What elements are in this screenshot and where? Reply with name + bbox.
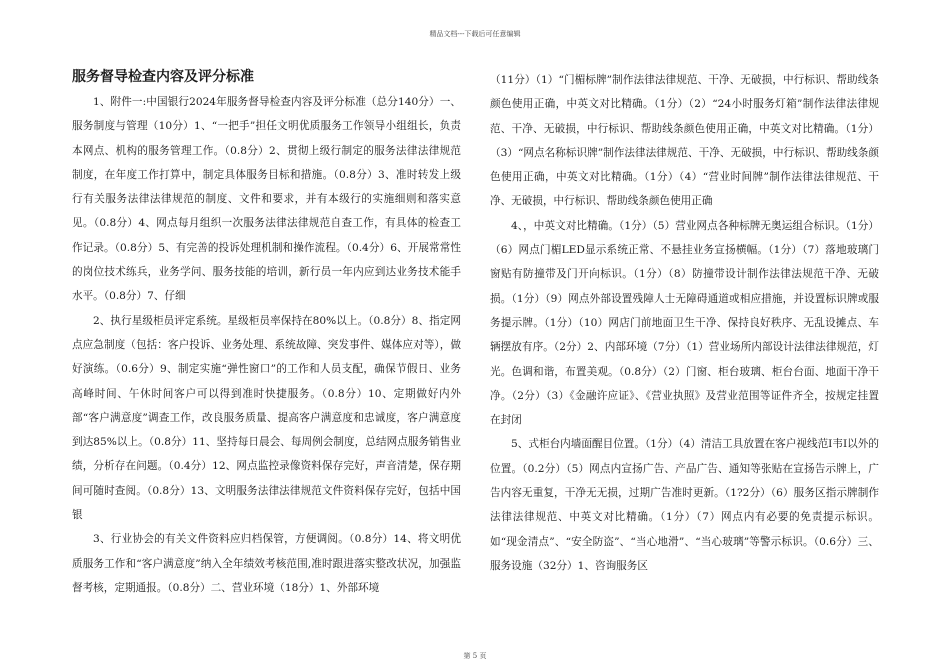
right-column <box>490 68 879 578</box>
document-title: 服务督导检查内容及评分标准 <box>72 69 254 85</box>
paragraph: 5、式柜台内墙面醒目位置。（1分）（4）清洁工具放置在客户视线范I韦I以外的位置。（0.2分）（5）网点内宣扬广告、产品广告、通知等张贴在宣扬告示牌上，广告内容无重复，干净无无损，过期广告准时更新。（1?2分）（6）服务区指示牌制作法律法律规范、中英文对比精确。（1分）（7）网点内有必要的免责提示标识。如“现金清点”、“安全防盗”、“当心地滑”、“当心玻璃”等警示标识。（0.6分）三、服务设施（32分）1、咨询服务区 <box>490 438 879 572</box>
paragraph: 1、附件一:中国银行2024年服务督导检查内容及评分标准（总分140分）一、服务制度与管理（10分）1、“一把手”担任文明优质服务工作领导小组组长，负责本网点、机构的服务管理工作。（0.8分）2、贯彻上级行制定的服务法律法律规范制度，在年度工作打算中，制定具体服务目标和措施。（0.8分）3、准时转发上级行有关服务法律法律规范的制度、文件和要求，并有本级行的实施细则和落实意见。（0.8分）4、网点每月组织一次服务法律法律规范自查工作，有具体的检查工作记录。（0.8分）5、有完善的投诉处理机制和操作流程。（0.4分）6、开展常常性的岗位技术练兵，业务学问、服务技能的培训，新行员一年内应到达业务技术能手水平。（0.8分）7、仔细 <box>72 96 461 303</box>
left-column <box>72 68 461 600</box>
page-header: 精品文档---下载后可任意编辑 <box>429 30 521 38</box>
paragraph: 3、行业协会的有关文件资料应归档保管，方便调阅。（0.8分）14、将文明优质服务工作和“客户满意度”纳入全年绩效考核范围,准时跟进落实整改状况，加强监督考核，定期通报。（0.8分）二、营业环境（18分）1、外部环境 <box>72 533 461 594</box>
paragraph: （11分）（1）“门楣标牌”制作法律法律规范、干净、无破损，中行标识、帮助线条颜色使用正确，中英文对比精确。（1分）（2）“24小时服务灯箱”制作法律法律规范、干净、无破损，中行标识、帮助线条颜色使用正确，中英文对比精确。（1分）（3）“网点名称标识牌”制作法律法律规范、干净、无破损，中行标识、帮助线条颜色使用正确，中英文对比精确。（1分）（4）“营业时间牌”制作法律法律规范、干净、无破损，中行标识、帮助线条颜色使用正确 <box>490 74 879 208</box>
paragraph: 4、，中英文对比精确。（1分）（5）营业网点各种标牌无奥运组合标识。（1分）（6）网点门楣LED显示系统正常、不悬挂业务宣扬横幅。（1分）（7）落地玻璃门窗贴有防撞带及门开向标识。（1分）（8）防撞带设计制作法律法规范干净、无破损。（1分）（9）网点外部设置残障人士无障碍通道或相应措施，并设置标识牌或服务提示牌。（1分）（10）网店门前地面卫生干净、保持良好秩序、无乱设摊点、车辆摆放有序。（2分）2、内部环境（7分）（1）营业场所内部设计法律法律规范，灯光。色调和谐，布置美观。（0.8分）（2）门窗、柜台玻璃、柜台台面、地面干净干净。（2分）（3）《金融许应证》、《营业执照》及营业范围等证件齐全，按规定挂置在封闭 <box>490 219 879 427</box>
paragraph: 2、执行星级柜员评定系统。星级柜员率保持在80%以上。（0.8分）8、指定网点应急制度（包括：客户投诉、业务处理、系统故障、突发事件、媒体应对等），做好演练。（0.6分）9、制定实施“弹性窗口”的工作和人员支配，确保节假日、业务高峰时间、午休时间客户可以得到准时快捷服务。（0.8分）10、定期做好内外部“客户满意度”调查工作，改良服务质量、提高客户满意度和忠诚度，客户满意度到达85%以上。（0.8分）11、坚持每日晨会、每周例会制度，总结网点服务销售业绩，分析存在问题。（0.4分）12、网点监控录像资料保存完好，声音清楚，保存期间可随时查阅。（0.8分）13、文明服务法律法律规范文件资料保存完好，包括中国银 <box>72 314 461 522</box>
page-number: 第 5 页 <box>463 652 487 660</box>
